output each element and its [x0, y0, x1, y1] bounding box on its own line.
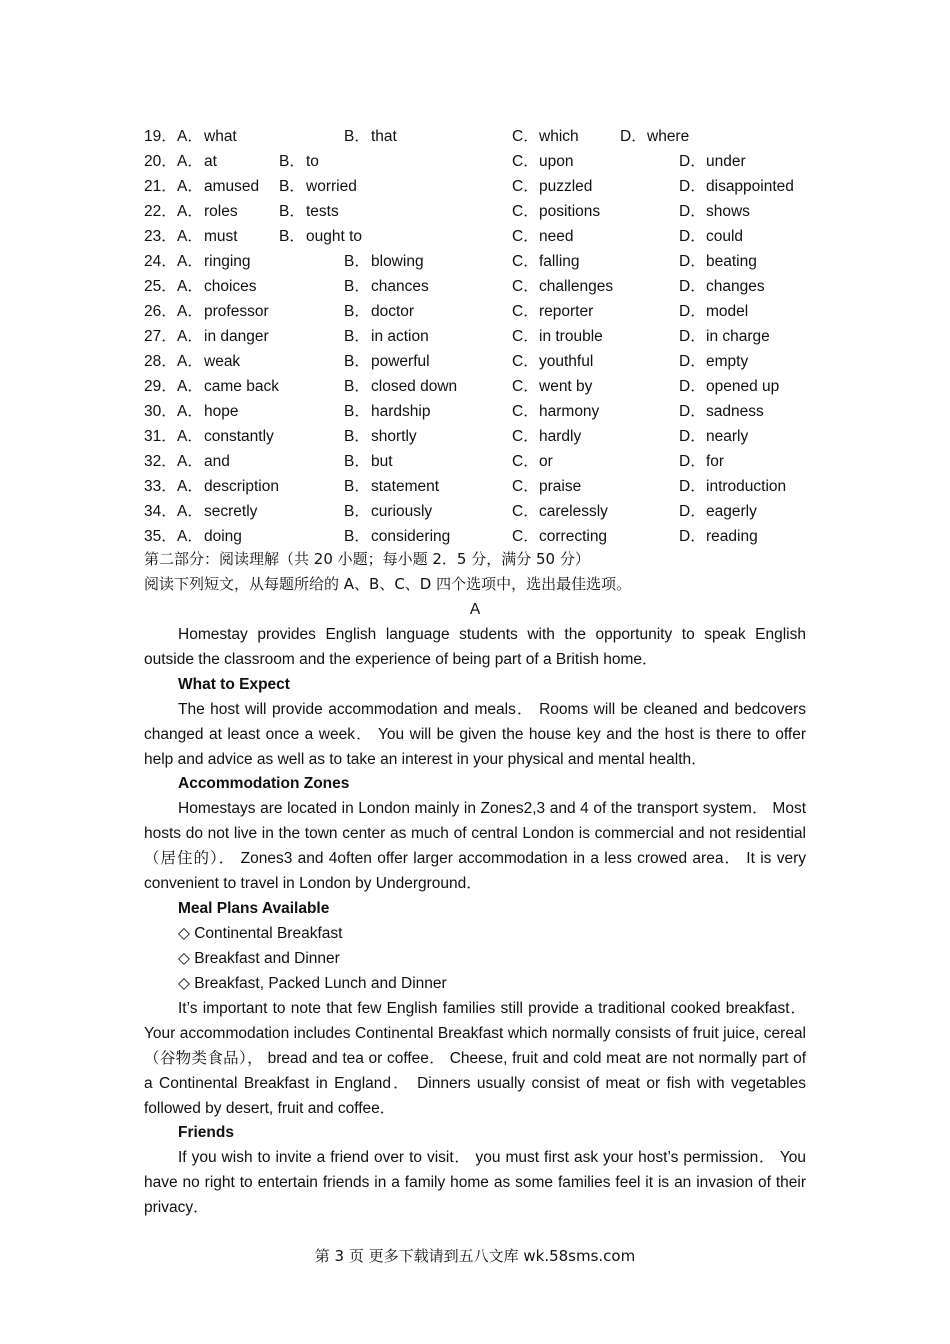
option-row: [144, 399, 824, 424]
option-letter: B．: [344, 403, 370, 420]
option-letter: B．: [344, 378, 370, 395]
option-letter: C．: [512, 328, 539, 345]
option-letter: A．: [177, 353, 203, 370]
heading-what-to-expect: What to Expect: [178, 676, 290, 693]
option-a: [177, 274, 257, 299]
option-row: [144, 499, 824, 524]
option-text: doctor: [371, 303, 415, 320]
option-d: [679, 399, 764, 424]
option-text: opened up: [706, 378, 780, 395]
option-text: disappointed: [706, 178, 794, 195]
option-letter: A．: [177, 378, 203, 395]
option-c: [512, 199, 600, 224]
option-text: chances: [371, 278, 429, 295]
option-letter: B．: [344, 478, 370, 495]
option-letter: A．: [177, 328, 203, 345]
option-b: [279, 199, 339, 224]
question-number: 32．: [144, 453, 177, 470]
option-text: secretly: [204, 503, 258, 520]
option-row: [144, 124, 824, 149]
question-number: 31．: [144, 428, 177, 445]
option-text: came back: [204, 378, 279, 395]
option-letter: C．: [512, 253, 539, 270]
option-d: [679, 224, 743, 249]
option-text: in danger: [204, 328, 269, 345]
meal-item: ◇ Breakfast, Packed Lunch and Dinner: [178, 975, 447, 992]
option-text: praise: [539, 478, 582, 495]
option-letter: B．: [344, 128, 370, 145]
option-d: [679, 374, 779, 399]
option-a: [177, 174, 259, 199]
option-c: [512, 249, 580, 274]
option-letter: C．: [512, 278, 539, 295]
option-letter: A．: [177, 228, 203, 245]
option-letter: D．: [620, 128, 647, 145]
option-letter: D．: [679, 353, 706, 370]
option-letter: A．: [177, 453, 203, 470]
question-number: 28．: [144, 353, 177, 370]
option-letter: D．: [679, 403, 706, 420]
option-c: [512, 374, 592, 399]
option-row: [144, 299, 824, 324]
question-number: 25．: [144, 278, 177, 295]
option-text: that: [371, 128, 397, 145]
question-number: 24．: [144, 253, 177, 270]
option-c: [512, 449, 553, 474]
option-d: [679, 249, 757, 274]
option-row: [144, 324, 824, 349]
option-b: [344, 324, 429, 349]
option-c: [512, 349, 593, 374]
option-letter: C．: [512, 453, 539, 470]
option-letter: B．: [344, 328, 370, 345]
heading-accommodation-zones: Accommodation Zones: [178, 775, 350, 792]
option-a: [177, 149, 217, 174]
option-letter: B．: [279, 178, 305, 195]
option-text: beating: [706, 253, 757, 270]
option-letter: C．: [512, 353, 539, 370]
question-number: 30．: [144, 403, 177, 420]
option-text: amused: [204, 178, 260, 195]
option-text: in charge: [706, 328, 770, 345]
option-text: but: [371, 453, 393, 470]
option-text: in trouble: [539, 328, 603, 345]
heading-friends: Friends: [178, 1124, 234, 1141]
option-c: [512, 399, 599, 424]
option-text: considering: [371, 528, 451, 545]
option-letter: A．: [177, 303, 203, 320]
option-text: need: [539, 228, 574, 245]
option-text: model: [706, 303, 749, 320]
option-letter: A．: [177, 178, 203, 195]
option-text: hardly: [539, 428, 582, 445]
option-text: introduction: [706, 478, 787, 495]
meal-item: ◇ Breakfast and Dinner: [178, 950, 340, 967]
option-text: must: [204, 228, 238, 245]
option-b: [344, 474, 439, 499]
option-row: [144, 174, 824, 199]
option-text: challenges: [539, 278, 614, 295]
option-letter: A．: [177, 128, 203, 145]
section-title: 第二部分：阅读理解（共 20 小题；每小题 2．5 分，满分 50 分）: [144, 550, 590, 568]
question-number: 34．: [144, 503, 177, 520]
option-letter: D．: [679, 278, 706, 295]
option-text: description: [204, 478, 279, 495]
paragraph-friends: If you wish to invite a friend over to visit． you must first ask your host’s permission． You have no right to entertain friends in a family home as some families feel it is an invasion of their privacy．: [144, 1149, 806, 1216]
option-letter: B．: [344, 503, 370, 520]
option-b: [344, 299, 414, 324]
option-letter: A．: [177, 278, 203, 295]
option-b: [344, 524, 450, 549]
option-d: [679, 499, 757, 524]
option-text: choices: [204, 278, 257, 295]
heading-meal-plans: Meal Plans Available: [178, 900, 330, 917]
option-a: [177, 449, 230, 474]
option-a: [177, 124, 237, 149]
question-number: 22．: [144, 203, 177, 220]
option-b: [344, 449, 393, 474]
option-text: ought to: [306, 228, 363, 245]
option-b: [344, 249, 424, 274]
option-text: tests: [306, 203, 339, 220]
option-text: upon: [539, 153, 574, 170]
option-letter: B．: [279, 228, 305, 245]
question-number: 35．: [144, 528, 177, 545]
option-text: changes: [706, 278, 765, 295]
option-text: sadness: [706, 403, 764, 420]
option-a: [177, 474, 279, 499]
paragraph-meals: It’s important to note that few English families still provide a traditional cooked breakfast． Your accommodation includes Continental Breakfast which normally consists of fruit juice, cereal（谷物类食品）， bread and tea or coffee． Cheese, fruit and cold meat are not normally part of a Continental Breakfast in England． Dinners usually consist of meat or fish with vegetables followed by desert, fruit and coffee．: [144, 1000, 806, 1117]
option-a: [177, 424, 274, 449]
option-d: [620, 124, 689, 149]
option-letter: B．: [344, 528, 370, 545]
option-text: worried: [306, 178, 357, 195]
option-text: could: [706, 228, 744, 245]
option-letter: D．: [679, 528, 706, 545]
intro-paragraph: Homestay provides English language students with the opportunity to speak English outside the classroom and the experience of being part of a British home．: [144, 626, 806, 668]
option-d: [679, 199, 750, 224]
meal-item: ◇ Continental Breakfast: [178, 925, 343, 942]
option-text: carelessly: [539, 503, 608, 520]
option-letter: C．: [512, 303, 539, 320]
option-a: [177, 399, 238, 424]
paragraph-accommodation-zones: Homestays are located in London mainly in Zones2,3 and 4 of the transport system． Most hosts do not live in the town center as much of central London is commercial and not residential（居住的）． Zones3 and 4often offer larger accommodation in a less crowed area． It is very convenient to travel in London by Underground．: [144, 800, 806, 892]
option-b: [344, 374, 457, 399]
option-c: [512, 499, 608, 524]
option-letter: C．: [512, 228, 539, 245]
option-a: [177, 249, 251, 274]
question-number: 26．: [144, 303, 177, 320]
option-b: [279, 224, 362, 249]
option-letter: B．: [344, 253, 370, 270]
option-text: roles: [204, 203, 238, 220]
option-letter: A．: [177, 528, 203, 545]
option-text: doing: [204, 528, 242, 545]
option-text: went by: [539, 378, 593, 395]
option-a: [177, 499, 257, 524]
option-letter: C．: [512, 528, 539, 545]
option-text: reading: [706, 528, 758, 545]
question-number: 29．: [144, 378, 177, 395]
option-d: [679, 449, 724, 474]
option-c: [512, 299, 593, 324]
option-b: [344, 349, 430, 374]
option-c: [512, 174, 592, 199]
passage-label: A: [469, 601, 481, 618]
option-d: [679, 424, 748, 449]
option-a: [177, 524, 242, 549]
option-a: [177, 324, 269, 349]
option-text: where: [647, 128, 690, 145]
option-letter: C．: [512, 203, 539, 220]
option-letter: D．: [679, 328, 706, 345]
page-footer: 第 3 页 更多下载请到五八文库 wk.58sms.com: [314, 1247, 636, 1265]
option-letter: A．: [177, 253, 203, 270]
option-row: [144, 474, 824, 499]
paragraph-what-to-expect: The host will provide accommodation and meals． Rooms will be cleaned and bedcovers changed at least once a week． You will be given the house key and the host is there to offer help and advice as well as to take an interest in your physical and mental health．: [144, 701, 806, 768]
option-letter: B．: [344, 453, 370, 470]
option-text: under: [706, 153, 746, 170]
option-text: curiously: [371, 503, 433, 520]
option-letter: D．: [679, 203, 706, 220]
option-letter: B．: [344, 353, 370, 370]
option-b: [279, 149, 319, 174]
question-number: 20．: [144, 153, 177, 170]
question-number: 27．: [144, 328, 177, 345]
option-text: blowing: [371, 253, 424, 270]
option-text: nearly: [706, 428, 749, 445]
option-b: [344, 124, 397, 149]
option-text: hope: [204, 403, 239, 420]
option-text: what: [204, 128, 237, 145]
option-letter: B．: [344, 278, 370, 295]
option-letter: D．: [679, 503, 706, 520]
option-row: [144, 149, 824, 174]
option-d: [679, 324, 770, 349]
option-a: [177, 224, 238, 249]
question-number: 23．: [144, 228, 177, 245]
option-letter: D．: [679, 378, 706, 395]
instructions: 阅读下列短文，从每题所给的 A、B、C、D 四个选项中，选出最佳选项。: [144, 575, 632, 593]
option-letter: D．: [679, 153, 706, 170]
option-text: youthful: [539, 353, 594, 370]
option-text: professor: [204, 303, 269, 320]
option-b: [344, 399, 430, 424]
option-text: powerful: [371, 353, 430, 370]
option-letter: A．: [177, 403, 203, 420]
option-letter: D．: [679, 253, 706, 270]
question-number: 21．: [144, 178, 177, 195]
option-row: [144, 199, 824, 224]
option-text: puzzled: [539, 178, 593, 195]
option-row: [144, 449, 824, 474]
option-text: weak: [204, 353, 241, 370]
option-row: [144, 524, 824, 549]
option-letter: C．: [512, 428, 539, 445]
option-row: [144, 274, 824, 299]
option-text: in action: [371, 328, 429, 345]
option-c: [512, 124, 579, 149]
option-letter: A．: [177, 503, 203, 520]
option-d: [679, 524, 758, 549]
option-a: [177, 374, 279, 399]
option-letter: C．: [512, 478, 539, 495]
option-a: [177, 199, 238, 224]
option-text: ringing: [204, 253, 251, 270]
option-text: hardship: [371, 403, 431, 420]
option-c: [512, 474, 581, 499]
option-letter: D．: [679, 478, 706, 495]
option-letter: A．: [177, 203, 203, 220]
option-text: to: [306, 153, 319, 170]
option-b: [344, 274, 429, 299]
option-letter: C．: [512, 178, 539, 195]
option-c: [512, 424, 581, 449]
option-b: [344, 424, 417, 449]
option-text: closed down: [371, 378, 458, 395]
option-row: [144, 424, 824, 449]
option-letter: C．: [512, 153, 539, 170]
option-letter: C．: [512, 503, 539, 520]
option-b: [279, 174, 357, 199]
option-c: [512, 274, 613, 299]
option-letter: D．: [679, 453, 706, 470]
option-letter: C．: [512, 403, 539, 420]
option-d: [679, 274, 765, 299]
option-row: [144, 374, 824, 399]
option-text: shows: [706, 203, 750, 220]
option-letter: A．: [177, 428, 203, 445]
option-letter: C．: [512, 128, 539, 145]
option-text: constantly: [204, 428, 274, 445]
option-text: at: [204, 153, 217, 170]
option-d: [679, 299, 748, 324]
option-row: [144, 349, 824, 374]
option-letter: B．: [279, 203, 305, 220]
option-text: shortly: [371, 428, 417, 445]
option-text: or: [539, 453, 553, 470]
question-number: 33．: [144, 478, 177, 495]
option-letter: D．: [679, 428, 706, 445]
option-letter: C．: [512, 378, 539, 395]
option-b: [344, 499, 432, 524]
option-text: correcting: [539, 528, 608, 545]
option-text: for: [706, 453, 725, 470]
option-text: empty: [706, 353, 749, 370]
option-c: [512, 524, 607, 549]
option-text: falling: [539, 253, 580, 270]
option-d: [679, 174, 794, 199]
option-c: [512, 224, 573, 249]
option-text: positions: [539, 203, 601, 220]
option-c: [512, 324, 603, 349]
option-d: [679, 474, 786, 499]
option-letter: D．: [679, 178, 706, 195]
option-letter: B．: [344, 303, 370, 320]
option-letter: B．: [279, 153, 305, 170]
option-text: reporter: [539, 303, 594, 320]
option-a: [177, 299, 269, 324]
option-row: [144, 249, 824, 274]
option-c: [512, 149, 573, 174]
option-letter: D．: [679, 303, 706, 320]
question-number: 19．: [144, 128, 177, 145]
option-d: [679, 149, 746, 174]
option-text: harmony: [539, 403, 600, 420]
option-text: and: [204, 453, 230, 470]
option-letter: B．: [344, 428, 370, 445]
option-letter: D．: [679, 228, 706, 245]
option-letter: A．: [177, 153, 203, 170]
option-row: [144, 224, 824, 249]
option-text: eagerly: [706, 503, 757, 520]
option-text: statement: [371, 478, 440, 495]
option-letter: A．: [177, 478, 203, 495]
option-d: [679, 349, 748, 374]
option-text: which: [539, 128, 579, 145]
option-a: [177, 349, 240, 374]
